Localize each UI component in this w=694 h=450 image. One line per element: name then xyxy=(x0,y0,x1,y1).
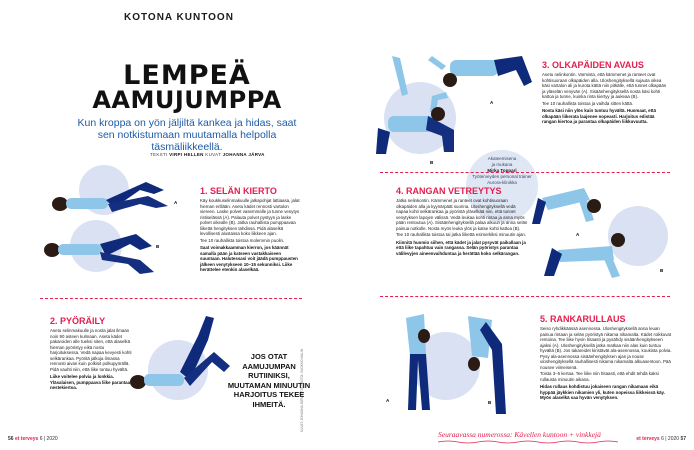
figure-label-a: A xyxy=(386,398,390,403)
page-title-line1: LEMPEÄ xyxy=(123,60,251,91)
figure-label-a: A xyxy=(576,232,580,237)
exercise-3-reps: Tee 10 rauhallista toistoa ja vaihda sitten kättä. xyxy=(542,100,634,106)
exercise-4-body xyxy=(396,198,528,256)
photo-credit: KUVAT: JOHANNA JÄRVA | TUOTANTO: VUOKKO MALIN xyxy=(300,348,304,432)
exercise-1-heading: 1. SELÄN KIERTO xyxy=(200,186,277,196)
magazine-name-left: et terveys xyxy=(14,436,39,442)
lede: Kun kroppa on yön jäljiltä kankea ja hidas, saat sen notkistumaan muutamalla helpolla täsmäliikkeellä. xyxy=(77,117,297,153)
byline-text-label: TEKSTI xyxy=(150,152,168,157)
exercise-4-heading: 4. RANGAN VETREYTYS xyxy=(396,186,502,196)
expert-callout xyxy=(470,156,534,186)
figure-label-b: B xyxy=(660,268,664,273)
callout-line2: ja mukana xyxy=(491,162,513,167)
person-figure-a xyxy=(532,188,601,237)
magazine-name-right: et terveys xyxy=(636,436,660,442)
page-title-line2: AAMUJUMPPA xyxy=(92,86,282,114)
figure-label-b: B xyxy=(156,244,160,249)
byline-text-author: VIRPI HELLEN xyxy=(169,152,204,157)
issue-left: 6 | 2020 xyxy=(39,436,58,442)
figure-label-a: A xyxy=(490,100,494,105)
page-number-right: 57 xyxy=(680,436,686,442)
person-figure-b xyxy=(468,316,506,414)
divider xyxy=(380,172,670,173)
divider xyxy=(380,296,670,297)
byline-photo-label: KUVAT xyxy=(205,152,222,157)
exercise-3-figures xyxy=(372,36,542,166)
exercise-4-figures xyxy=(528,176,688,288)
byline xyxy=(150,152,265,157)
exercise-4-body-text: Jatka nelinkontin. Kämmenet ja ranteet ovat kohtisuoraan olkapäiden alla ja kyynärpäät suorina. Uloshengityksellä vedä napaa kohti selkärankaa ja pyöristä yläselkää niin, että tunnet venytyksen lapojen välissä. Vedä leukaa kohti rintaa ja anna myös pään rentoutua (A). Sisäänhengityksellä palaa alkuun ja anna selän painua notkolle. Nosta myös leuka ylös ja katse kohti kattoa (B). xyxy=(396,198,528,231)
callout-name: Mirka Toppari xyxy=(487,168,517,173)
pull-quote: JOS OTAT AAMUJUMPAN RUTIINIKSI, MUUTAMAN MINUUTIN HARJOITUS TEKEE IHMEITÄ. xyxy=(227,352,311,409)
exercise-5-body-text: Seiso ryhdikkäässä asennossa. Uloshengityksellä anna leuan painua rintaan ja selän pyöristyä nikama nikamalta. Kädet roikkuvat rentoina. Tee liike hyvin hitaasti ja pysähdy sisäänhengitykseen ajaksi (A). Uloshengityksellä jatka matkaa niin alas kuin tuntuu hyvältä (B). Jos takareidet kiristävät ala-asennossa, koukista polvia. Pysy ala-asennossa sisäänhengityksen ajan ja nouse uloshengityksellä rauhallisesti nikama nikamalta alkuasentoon. Pää nousee viimeisenä. xyxy=(540,326,672,370)
exercise-3-body-text: Asetu nelinkontin. Varmista, että kämmenet ja ranteet ovat kohtisuoraan olkapäiden alla. Uloshengityksellä sujauta oikea käsi vartalon ali ja kurota kättä niin pitkälle, että tunnet olkapään ja yläselän venyvän (A). Sisäänhengityksellä nosta käsi kohti kattoa ja tunne, kuinka rinta kiertyy ja aukeaa (B). xyxy=(542,72,667,99)
divider xyxy=(40,298,302,299)
exercise-1-body xyxy=(200,198,300,273)
exercise-1-body-text: Käy koukkuselinmakuulle jalkapohjat lattiaasa, jalat hieman erillään. Asetu kädet rennosti vartalon viereen. Laske polvet vasemmalle ja tunne venytys ristiselässä (A). Palauta polvet pystyyn ja laske polvet oikealle (B). Jatka rauhallista pumppaavaa liikettä hengityksen tahdissa. Pidä alaselkä levollisesti alustassa koko liikkeen ajan. xyxy=(200,198,300,236)
exercise-3-tip: Nosta käsi niin ylös kuin tuntuu hyvältä. Huomaat, että olkapään liikerata laajenee nopeasti. Harjoitus edistää rangan kiertoa ja parantaa olkapäiden liikkuvuutta. xyxy=(542,108,656,124)
exercise-2-tip: Liike voitelee polvia ja lonkkia. Yläsalaisen, pumppaava liike parantaa nestekiertoa. xyxy=(50,374,131,390)
exercise-5-body xyxy=(540,326,672,401)
exercise-5-heading: 5. RANKARULLAUS xyxy=(540,314,626,324)
figure-label-b: B xyxy=(488,400,492,405)
exercise-3-body xyxy=(542,72,670,125)
page-number-left: 56 xyxy=(8,436,14,442)
exercise-4-tip: Kiinnitä huomio siihen, että kädet ja jalat pysyvät paikallaan ja että liike tapahtuu vain rangassa. Selän pyöristys parantaa välilevyjen aineenvaihduntaa ja herättää koko selkärangan. xyxy=(396,239,526,256)
exercise-4-reps: Tee 10 rauhallista toistoa tai jatka liikettä esimerkiksi minuutin ajan. xyxy=(396,232,527,237)
exercise-1-reps: Tee 10 rauhallista toistoa molemmin puolin. xyxy=(200,237,285,243)
exercise-1-figures xyxy=(36,160,196,290)
issue-right: 6 | 2020 xyxy=(661,436,680,442)
person-figure-a xyxy=(386,314,430,410)
exercise-5-reps: Toista 3–5 kertaa. Tee liike niin hitaasti, että ehdit tehdä kaksi rullausta minuutin aikana. xyxy=(540,371,659,382)
exercise-3-heading: 3. OLKAPÄIDEN AVAUS xyxy=(542,60,644,70)
exercise-5-figures xyxy=(376,304,516,422)
exercise-2-body-text: Asetu selinmakuulle ja nosta jalat ilmaan noin 90 asteen kulmaan. Aseta kädet pakaroiden alle tueksi siten, että alaselkä hieman pyöristyy eikä nostu harjoituksessa. Vedä napaa kevyesti kohti selkärankaa. Pyöritä jalkoja ilmassa rennosti aivan kuin polkisit polkupyörällä. Pidä vauhti niin, että liike tuntuu hyvältä. xyxy=(50,328,132,372)
callout-role: Työterveyden personal trainer Aurora-klinikka xyxy=(472,174,532,185)
exercise-2-heading: 2. PYÖRÄILY xyxy=(50,316,106,326)
footer-left xyxy=(8,436,58,442)
exercise-5-tip: Hidas rullaus kohdistuu jokaiseen rangan nikamaan eikä hyppää jäykkien nikamien yli, kuten nopeissa liikkeissä käy. Myös alaselkä saa hyvän venytyksen. xyxy=(540,384,665,400)
next-issue-teaser: Seuraavassa numerossa: Kävellen kuntoon + vinkkejä xyxy=(438,430,601,439)
byline-photo-author: JOHANNA JÄRVA xyxy=(222,152,265,157)
figure-label-a: A xyxy=(174,200,178,205)
callout-line1: Akateemisena xyxy=(487,156,517,161)
figure-label-b: B xyxy=(430,160,434,165)
exercise-1-tip: Saat voimakkaamman kierron, jos käännät samalla pään ja katseen vastakkaiseen suuntaan. Halutessasi voit jäädä pumppausten jälkeen venytykseen 10–15 sekunniksi. Liike herättelee etenkin alaselkää. xyxy=(200,245,298,272)
section-label: KOTONA KUNTOON xyxy=(124,12,234,23)
teaser-underline xyxy=(438,440,618,444)
footer-right xyxy=(636,436,686,442)
